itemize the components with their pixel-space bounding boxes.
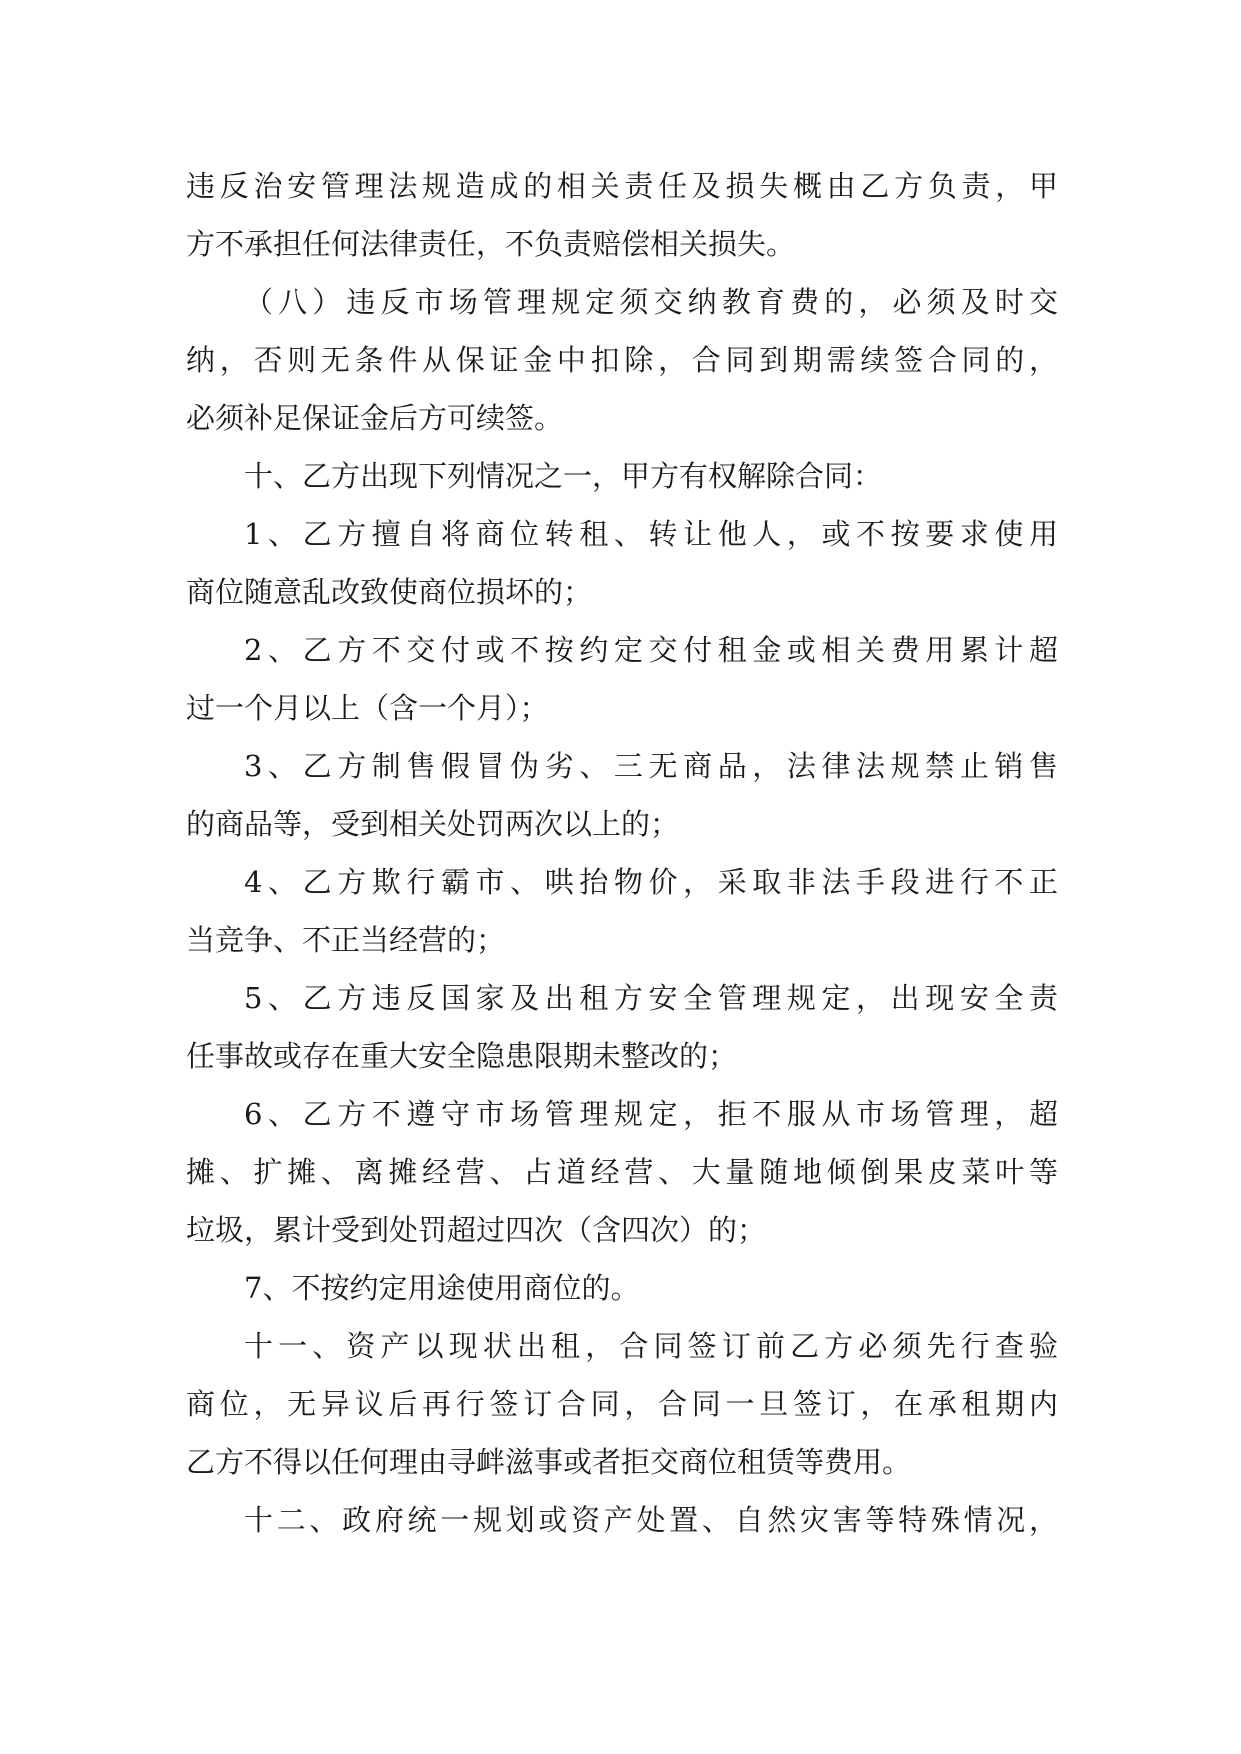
text-line: 2、乙方不交付或不按约定交付租金或相关费用累计超	[244, 633, 1058, 667]
text-line: 的商品等，受到相关处罚两次以上的；	[186, 807, 680, 841]
text-line: 商位，无异议后再行签订合同，合同一旦签订，在承租期内	[186, 1387, 1058, 1421]
text-line: 任事故或存在重大安全隐患限期未整改的；	[186, 1039, 738, 1073]
text-line: 摊、扩摊、离摊经营、占道经营、大量随地倾倒果皮菜叶等	[186, 1155, 1058, 1189]
text-line: 过一个月以上（含一个月）；	[186, 691, 549, 725]
document-body	[186, 157, 1058, 1549]
text-line: 当竞争、不正当经营的；	[186, 923, 506, 957]
text-line: 7、不按约定用途使用商位的。	[244, 1271, 640, 1305]
text-line: （八）违反市场管理规定须交纳教育费的，必须及时交	[244, 285, 1058, 319]
text-line: 商位随意乱改致使商位损坏的；	[186, 575, 593, 609]
text-line: 6、乙方不遵守市场管理规定，拒不服从市场管理，超	[244, 1097, 1058, 1131]
text-line: 十、乙方出现下列情况之一，甲方有权解除合同：	[244, 459, 883, 493]
text-line: 3、乙方制售假冒伪劣、三无商品，法律法规禁止销售	[244, 749, 1058, 783]
text-line: 垃圾，累计受到处罚超过四次（含四次）的；	[186, 1213, 767, 1247]
text-line: 乙方不得以任何理由寻衅滋事或者拒交商位租赁等费用。	[186, 1445, 912, 1479]
text-line: 十二、政府统一规划或资产处置、自然灾害等特殊情况，	[244, 1503, 1058, 1537]
text-line: 方不承担任何法律责任，不负责赔偿相关损失。	[186, 227, 796, 261]
text-line: 违反治安管理法规造成的相关责任及损失概由乙方负责，甲	[186, 169, 1058, 203]
text-line: 必须补足保证金后方可续签。	[186, 401, 564, 435]
text-line: 十一、资产以现状出租，合同签订前乙方必须先行查验	[244, 1329, 1058, 1363]
text-line: 5、乙方违反国家及出租方安全管理规定，出现安全责	[244, 981, 1058, 1015]
text-line: 4、乙方欺行霸市、哄抬物价，采取非法手段进行不正	[244, 865, 1058, 899]
text-line: 1、乙方擅自将商位转租、转让他人，或不按要求使用	[244, 517, 1058, 551]
text-line: 纳，否则无条件从保证金中扣除，合同到期需续签合同的，	[186, 343, 1058, 377]
